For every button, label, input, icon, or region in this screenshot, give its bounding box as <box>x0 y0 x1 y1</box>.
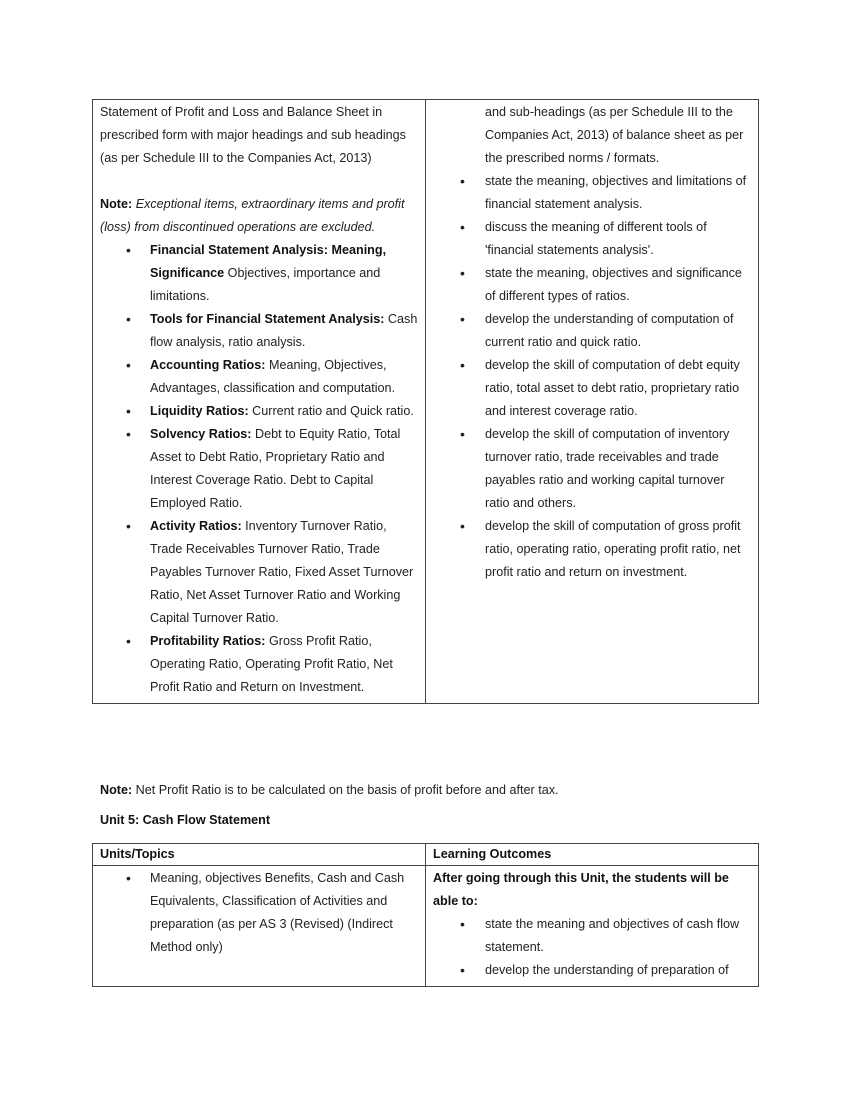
list-item: • Liquidity Ratios: Current ratio and Quick ratio. <box>100 400 418 423</box>
topics-cell <box>93 100 426 704</box>
exclusion-note <box>100 193 418 239</box>
outcomes-list <box>433 170 751 584</box>
list-item: • Solvency Ratios: Debt to Equity Ratio, Total Asset to Debt Ratio, Proprietary Ratio and Interest Coverage Ratio. Debt to Capital Employed Ratio. <box>100 423 418 515</box>
list-item: • develop the skill of computation of debt equity ratio, total asset to debt ratio, proprietary ratio and interest coverage ratio. <box>433 354 751 423</box>
note-text: Net Profit Ratio is to be calculated on the basis of profit before and after tax. <box>132 783 559 797</box>
net-profit-note <box>100 780 559 800</box>
column-header-outcomes: Learning Outcomes <box>426 844 759 866</box>
list-item: • discuss the meaning of different tools of 'financial statements analysis'. <box>433 216 751 262</box>
list-item: • develop the skill of computation of gross profit ratio, operating ratio, operating profit ratio, net profit ratio and return on investment. <box>433 515 751 584</box>
list-item: • Tools for Financial Statement Analysis: Cash flow analysis, ratio analysis. <box>100 308 418 354</box>
note-label: Note: <box>100 197 133 211</box>
topics-cell <box>93 866 426 987</box>
list-item: • Meaning, objectives Benefits, Cash and Cash Equivalents, Classification of Activities and preparation (as per AS 3 (Revised) (Indirect Method only) <box>100 867 418 959</box>
syllabus-table-unit4 <box>92 99 759 704</box>
list-item: • develop the understanding of preparation of <box>433 959 751 982</box>
outcomes-cell <box>426 866 759 987</box>
outcomes-intro: After going through this Unit, the students will be able to: <box>433 871 729 908</box>
topics-intro: Statement of Profit and Loss and Balance Sheet in prescribed form with major headings and sub headings (as per Schedule III to the Companies Act, 2013) <box>100 105 406 165</box>
note-text: Exceptional items, extraordinary items and profit (loss) from discontinued operations are excluded. <box>100 197 405 234</box>
topics-list <box>100 239 418 699</box>
syllabus-table-unit5 <box>92 843 759 987</box>
list-item: • Accounting Ratios: Meaning, Objectives, Advantages, classification and computation. <box>100 354 418 400</box>
list-item: • Activity Ratios: Inventory Turnover Ratio, Trade Receivables Turnover Ratio, Trade Payables Turnover Ratio, Fixed Asset Turnover Ratio, Net Asset Turnover Ratio and Working Capital Turnover Ratio. <box>100 515 418 630</box>
list-item: • develop the understanding of computation of current ratio and quick ratio. <box>433 308 751 354</box>
outcomes-list <box>433 913 751 982</box>
column-header-units: Units/Topics <box>93 844 426 866</box>
note-label: Note: <box>100 783 133 797</box>
topics-list <box>100 867 418 959</box>
list-item: • Profitability Ratios: Gross Profit Ratio, Operating Ratio, Operating Profit Ratio, Net Profit Ratio and Return on Investment. <box>100 630 418 699</box>
list-item: • state the meaning, objectives and limitations of financial statement analysis. <box>433 170 751 216</box>
list-item: • develop the skill of computation of inventory turnover ratio, trade receivables and trade payables ratio and working capital turnover ratio and others. <box>433 423 751 515</box>
list-item: • state the meaning and objectives of cash flow statement. <box>433 913 751 959</box>
unit5-heading: Unit 5: Cash Flow Statement <box>100 813 271 827</box>
list-item: • state the meaning, objectives and significance of different types of ratios. <box>433 262 751 308</box>
outcome-continuation: and sub-headings (as per Schedule III to the Companies Act, 2013) of balance sheet as per the prescribed norms / formats. <box>485 105 744 165</box>
list-item: • Financial Statement Analysis: Meaning, Significance Objectives, importance and limitations. <box>100 239 418 308</box>
outcomes-cell <box>426 100 759 704</box>
